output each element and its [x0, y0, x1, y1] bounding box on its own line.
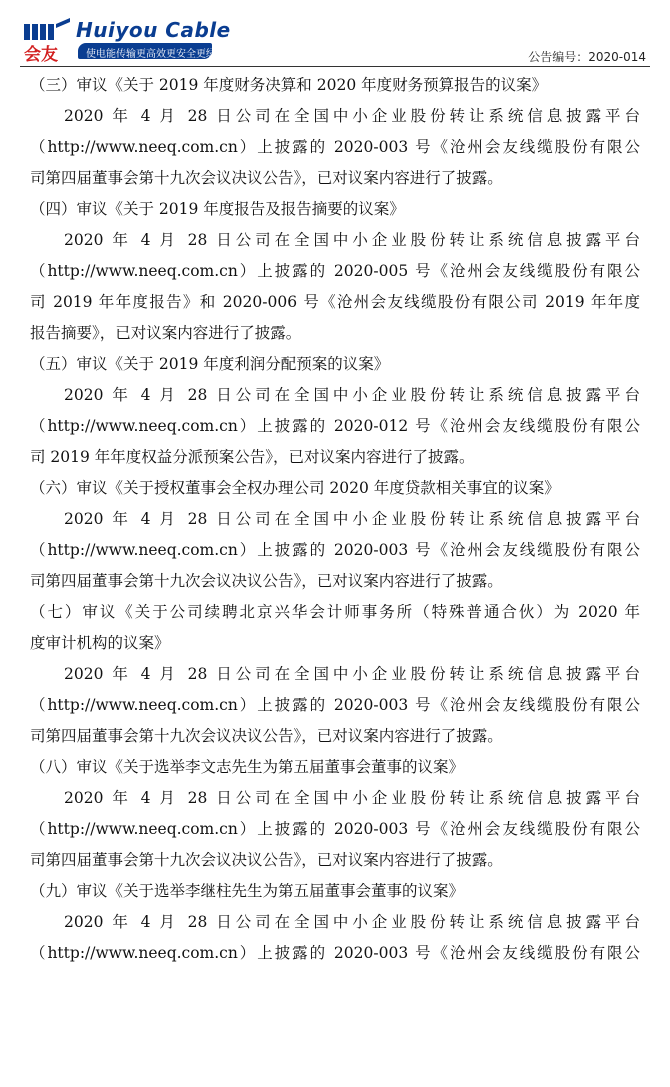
page-header [0, 0, 670, 66]
section-heading: （五）审议《关于 2019 年度利润分配预案的议案》 [30, 355, 390, 373]
section-heading: （三）审议《关于 2019 年度财务决算和 2020 年度财务预算报告的议案》 [30, 76, 548, 94]
section-heading: （六）审议《关于授权董事会全权办理公司 2020 年度贷款相关事宜的议案》 [30, 479, 560, 497]
company-logo [20, 18, 250, 64]
body-text-line: 2020 年 4 月 28 日公司在全国中小企业股份转让系统信息披露平台 [64, 107, 640, 125]
body-text-line: （http://www.neeq.com.cn）上披露的 2020-005 号《沧州会友线缆股份有限公 [30, 262, 640, 280]
body-text-line: （http://www.neeq.com.cn）上披露的 2020-003 号《沧州会友线缆股份有限公 [30, 944, 640, 962]
brand-cn: 会友 [24, 45, 58, 64]
body-text-line: 度审计机构的议案》 [30, 634, 170, 652]
section-heading: （九）审议《关于选举李继柱先生为第五届董事会董事的议案》 [30, 882, 465, 900]
body-text-line: 2020 年 4 月 28 日公司在全国中小企业股份转让系统信息披露平台 [64, 665, 640, 683]
body-text-line: 司第四届董事会第十九次会议决议公告》，已对议案内容进行了披露。 [30, 851, 503, 869]
brand-slogan: 使电能传输更高效更安全更绿色 [86, 49, 226, 60]
body-text-line: 2020 年 4 月 28 日公司在全国中小企业股份转让系统信息披露平台 [64, 789, 640, 807]
body-text-line: 司 2019 年年度权益分派预案公告》，已对议案内容进行了披露。 [30, 448, 475, 466]
logo-mark-icon [20, 18, 72, 64]
body-text-line: （http://www.neeq.com.cn）上披露的 2020-003 号《沧州会友线缆股份有限公 [30, 138, 640, 156]
body-text-line: 司第四届董事会第十九次会议决议公告》，已对议案内容进行了披露。 [30, 572, 503, 590]
header-divider [20, 66, 650, 67]
body-text-line: 2020 年 4 月 28 日公司在全国中小企业股份转让系统信息披露平台 [64, 386, 640, 404]
body-text-line: 2020 年 4 月 28 日公司在全国中小企业股份转让系统信息披露平台 [64, 913, 640, 931]
body-text-line: （http://www.neeq.com.cn）上披露的 2020-012 号《沧州会友线缆股份有限公 [30, 417, 640, 435]
section-heading: （八）审议《关于选举李文志先生为第五届董事会董事的议案》 [30, 758, 465, 776]
body-text-line: 司第四届董事会第十九次会议决议公告》，已对议案内容进行了披露。 [30, 169, 503, 187]
body-text-line: （http://www.neeq.com.cn）上披露的 2020-003 号《沧州会友线缆股份有限公 [30, 696, 640, 714]
body-text-line: 2020 年 4 月 28 日公司在全国中小企业股份转让系统信息披露平台 [64, 510, 640, 528]
body-text-line: 2020 年 4 月 28 日公司在全国中小企业股份转让系统信息披露平台 [64, 231, 640, 249]
body-text-line: 司第四届董事会第十九次会议决议公告》，已对议案内容进行了披露。 [30, 727, 503, 745]
body-text-line: 司 2019 年年度报告》和 2020-006 号《沧州会友线缆股份有限公司 2019 年年度 [30, 293, 640, 311]
document-body [30, 70, 640, 969]
announcement-number: 公告编号：2020-014 [528, 50, 646, 64]
body-text-line: 报告摘要》，已对议案内容进行了披露。 [30, 324, 302, 342]
brand-name-en: Huiyou Cable [76, 18, 231, 42]
section-heading: （四）审议《关于 2019 年度报告及报告摘要的议案》 [30, 200, 405, 218]
body-text-line: （http://www.neeq.com.cn）上披露的 2020-003 号《沧州会友线缆股份有限公 [30, 820, 640, 838]
body-text-line: （七）审议《关于公司续聘北京兴华会计师事务所（特殊普通合伙）为 2020 年 [30, 603, 640, 621]
body-text-line: （http://www.neeq.com.cn）上披露的 2020-003 号《沧州会友线缆股份有限公 [30, 541, 640, 559]
